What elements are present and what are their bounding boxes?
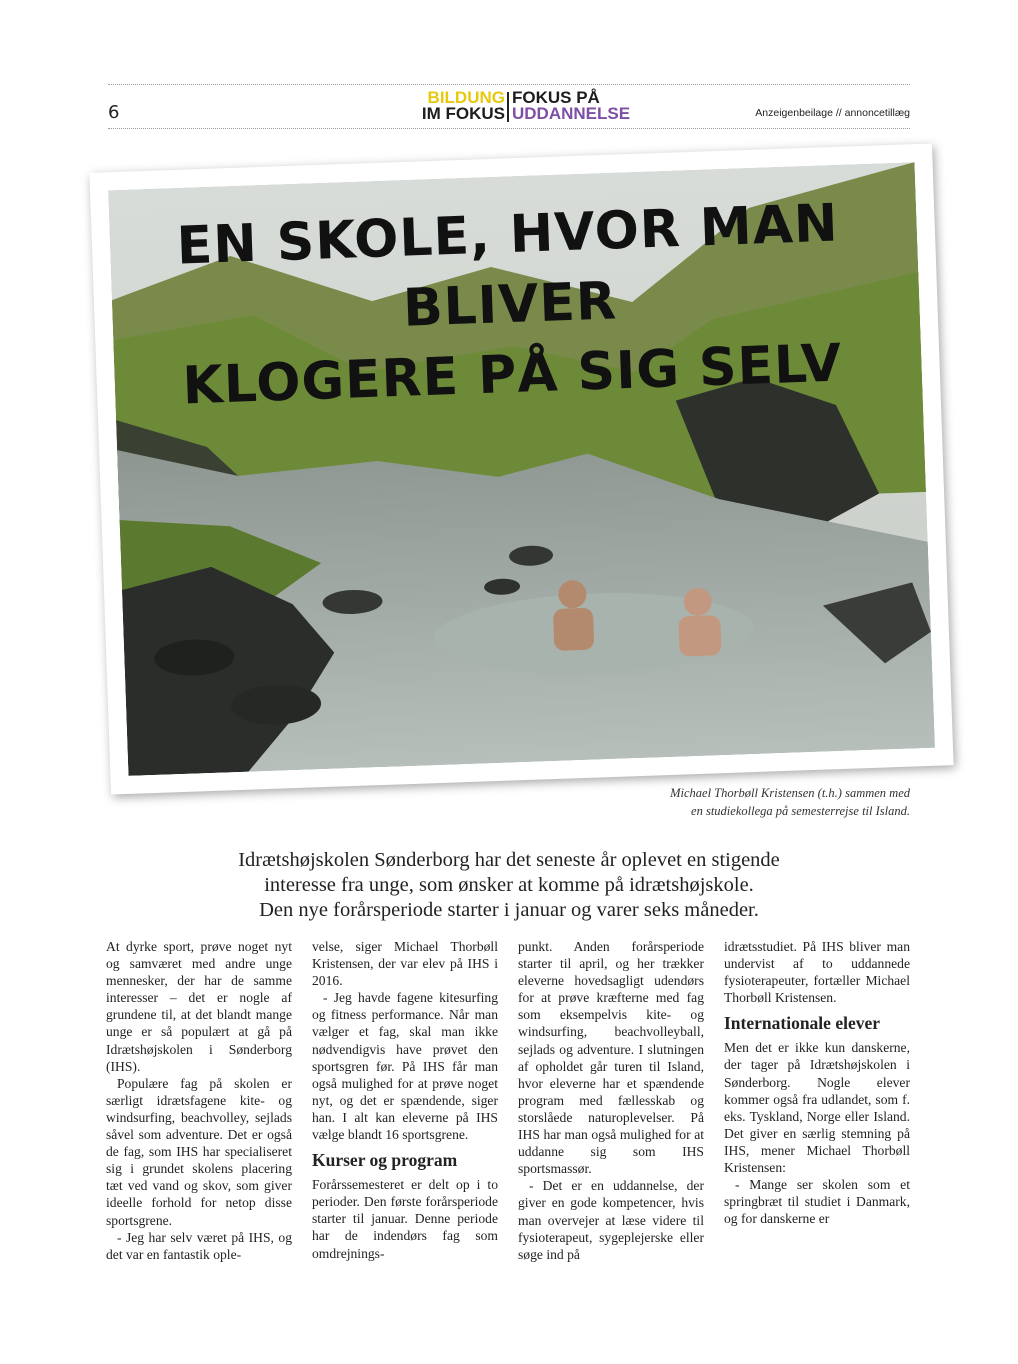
subheading-kurser: Kurser og program — [312, 1150, 458, 1171]
caption-line-1: Michael Thorbøll Kristensen (t.h.) sammen med — [670, 786, 910, 800]
header-dotted-rule — [108, 128, 910, 129]
paragraph: - Mange ser skolen som et springbræt til studiet i Danmark, og for danskerne er — [724, 1177, 910, 1227]
text-column-2 — [312, 938, 498, 1262]
paragraph: At dyrke sport, prøve noget nyt og samværet med andre unge mennesker, der har de samme interesser – det er nogle af grundene til, at det blandt mange unge er så populært at gå på Idrætshøjskolen i Sønderborg (IHS). — [106, 939, 292, 1074]
article-headline — [137, 187, 884, 423]
text-column-1 — [106, 938, 292, 1263]
headline-line-2: KLOGERE PÅ SIG SELV — [181, 333, 844, 417]
masthead-right-line2: UDDANNELSE — [512, 104, 631, 123]
page-number: 6 — [108, 102, 120, 123]
masthead-left-line2: IM FOKUS — [421, 104, 505, 123]
paragraph: - Jeg har selv været på IHS, og det var en fantastik ople- — [106, 1229, 292, 1262]
paragraph: punkt. Anden forårsperiode starter til april, og her trækker eleverne hovedsagligt udendørs for at prøve kræfterne med fag som eksempelvis kite- og windsurfing, beachvolleyball, sejlads og adventure. I slutningen af opholdet går turen til Island, hvor eleverne har et spændende program med fællesskab og storslåede naturoplevelser. På IHS har man også mulighed for at uddanne sig som IHS sportsmassør. — [518, 939, 704, 1177]
lede-line-2: interesse fra unge, som ønsker at komme på idrætshøjskole. — [264, 874, 754, 896]
masthead-divider — [507, 92, 509, 122]
masthead-left — [422, 90, 505, 122]
caption-line-2: en studiekollega på semesterrejse til Island. — [691, 804, 910, 818]
lede-line-1: Idrætshøjskolen Sønderborg har det seneste år oplevet en stigende — [238, 849, 780, 871]
article-lede — [108, 848, 910, 923]
text-column-3 — [518, 938, 704, 1263]
text-column-4 — [724, 938, 910, 1227]
subheading-internationale: Internationale elever — [724, 1013, 880, 1034]
masthead-left-line1: BILDUNG — [427, 88, 505, 107]
masthead-logo — [399, 90, 669, 126]
lede-line-3: Den nye forårsperiode starter i januar og varer seks måneder. — [259, 899, 759, 921]
paragraph: velse, siger Michael Thorbøll Kristensen, der var elev på IHS i 2016. — [312, 939, 498, 989]
paragraph: - Det er en uddannelse, der giver en gode kompetencer, hvis man overvejer at læse videre til fysioterapeut, sygeplejerske eller søge ind på — [518, 1178, 704, 1262]
paragraph: Populære fag på skolen er særligt idrætsfagene kite- og windsurfing, beachvolley, sejlads såvel som adventure. Det er også de fag, som IHS har specialiseret sig i grundet skolens placering tæt ved vand og skov, som giver ideelle forhold for netop disse sportsgrene. — [106, 1075, 292, 1228]
masthead-right-line1: FOKUS PÅ — [512, 88, 600, 107]
masthead-right — [512, 90, 630, 122]
paragraph: Men det er ikke kun danskerne, der tager på Idrætshøjskolen i Sønderborg. Nogle elever kommer også fra udlandet, som f. eks. Tyskland, Norge eller Island. Det giver en særlig stemning på IHS, mener Michael Thorbøll Kristensen: — [724, 1040, 910, 1176]
photo-caption — [550, 784, 910, 820]
paragraph: idrætsstudiet. På IHS bliver man undervist af to uddannede fysioterapeuter, fortæller Michael Thorbøll Kristensen. — [724, 939, 910, 1006]
top-dotted-rule — [108, 84, 910, 85]
supplement-label: Anzeigenbeilage // annoncetillæg — [755, 107, 910, 119]
headline-line-1: EN SKOLE, HVOR MAN BLIVER — [175, 193, 840, 339]
paragraph: - Jeg havde fagene kitesurfing og fitness performance. Når man vælger et fag, skal man ikke nødvendigvis have prøvet den sportsgren før. På IHS får man også mulighed for at prøve noget nyt, og det er spændende, siger han. I alt kan eleverne på IHS vælge blandt 16 sportsgrene. — [312, 990, 498, 1143]
paragraph: Forårssemesteret er delt op i to perioder. Den første forårsperiode starter til januar. Denne periode har de indendørs fag som omdrejnings- — [312, 1177, 498, 1261]
